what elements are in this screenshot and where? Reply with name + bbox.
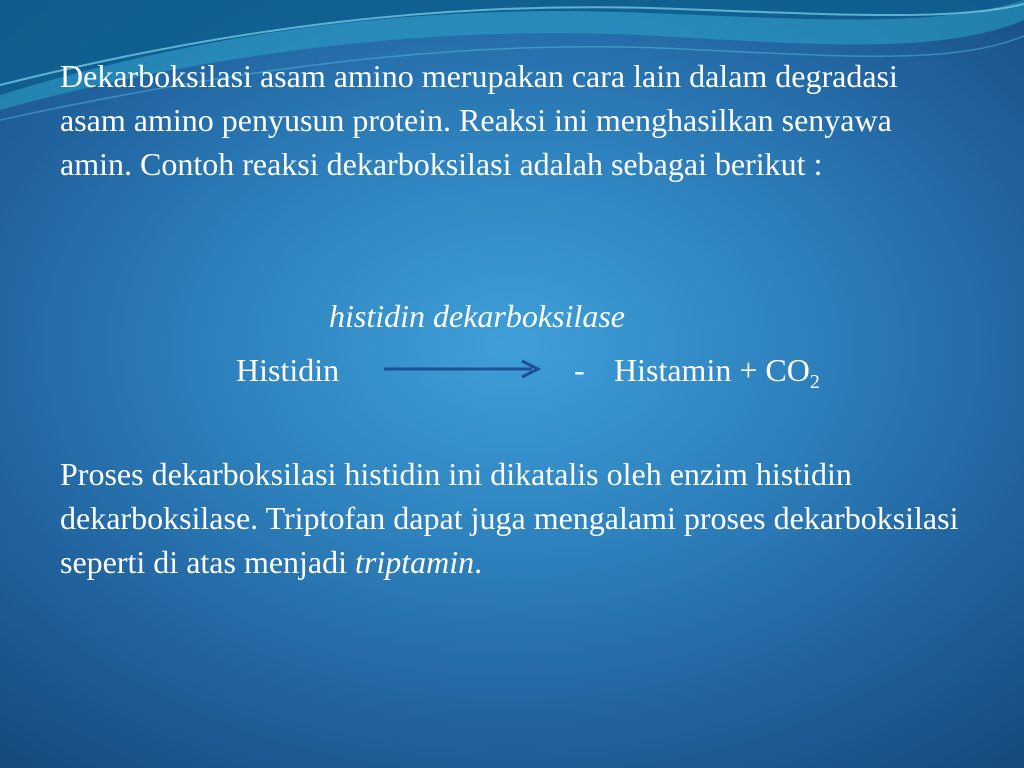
products-text: Histamin + CO [614, 352, 810, 388]
reaction-products [614, 348, 820, 392]
reactant-histidin: Histidin [236, 352, 340, 388]
conclusion-paragraph [60, 452, 960, 584]
conclusion-end: . [474, 544, 483, 580]
conclusion-text: Proses dekarboksilasi histidin ini dikatalis oleh enzim histidin dekarboksilase. Triptofan dapat juga mengalami proses dekarboksilasi seperti di atas menjadi [60, 456, 959, 580]
intro-paragraph: Dekarboksilasi asam amino merupakan cara lain dalam degradasi asam amino penyusun protein. Reaksi ini menghasilkan senyawa amin. Contoh reaksi dekarboksilasi adalah sebagai berikut : [60, 58, 898, 182]
reaction-dash: - [574, 352, 585, 388]
reaction-arrow-icon [382, 358, 542, 380]
co2-subscript: 2 [809, 371, 820, 393]
enzyme-label: histidin dekarboksilase [329, 298, 625, 334]
triptamin-term: triptamin [355, 544, 475, 580]
